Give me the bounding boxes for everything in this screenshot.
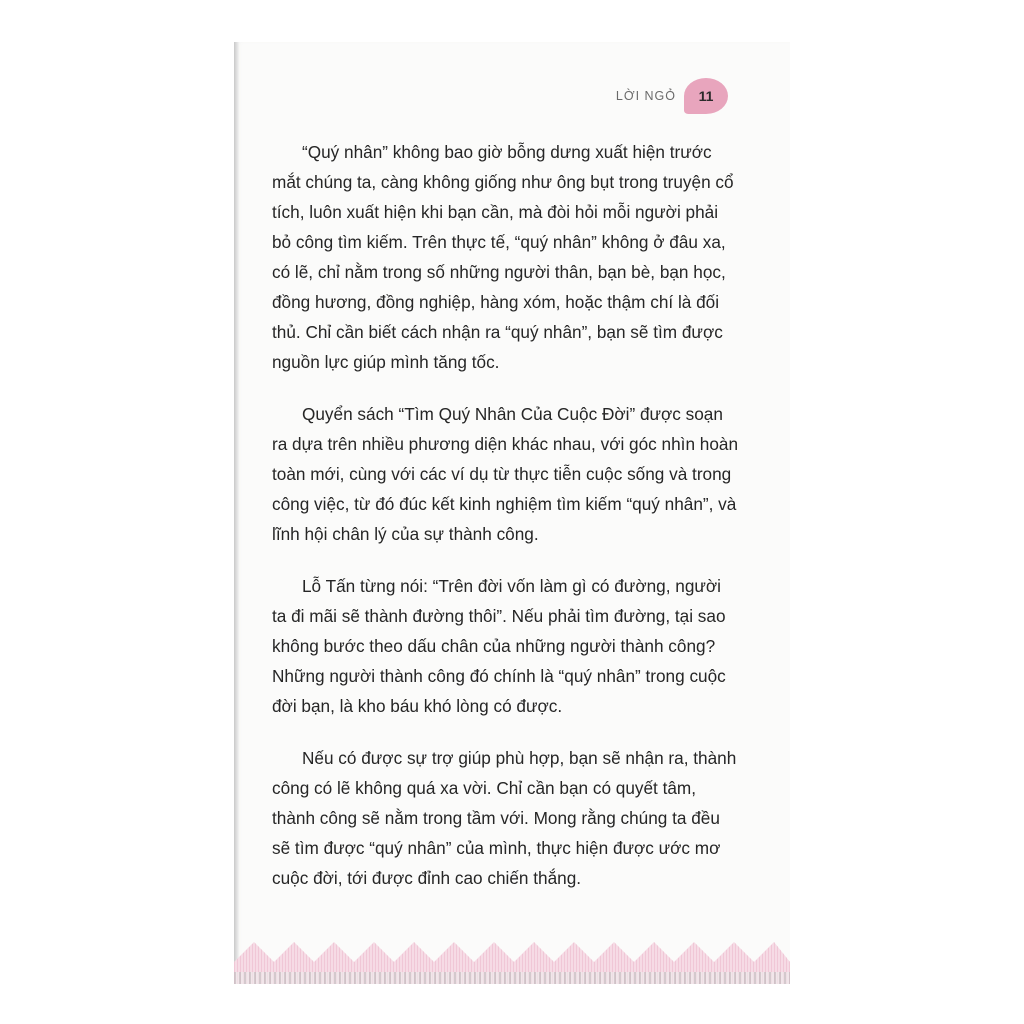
section-title: LỜI NGỎ [615, 89, 676, 103]
page-spine-shadow [234, 42, 239, 984]
body-text [272, 137, 740, 915]
paragraph-4: Nếu có được sự trợ giúp phù hợp, bạn sẽ nhận ra, thành công có lẽ không quá xa vời. Chỉ cần bạn có quyết tâm, thành công sẽ nằm trong tầm với. Mong rằng chúng ta đều sẽ tìm được “quý nhân” của mình, thực hiện được ước mơ cuộc đời, tới được đỉnh cao chiến thắng. [272, 748, 737, 888]
paragraph-2: Quyển sách “Tìm Quý Nhân Của Cuộc Đời” được soạn ra dựa trên nhiều phương diện khác nhau, với góc nhìn hoàn toàn mới, cùng với các ví dụ từ thực tiễn cuộc sống và trong công việc, từ đó đúc kết kinh nghiệm tìm kiếm “quý nhân”, và lĩnh hội chân lý của sự thành công. [272, 404, 739, 544]
book-page [234, 42, 790, 984]
paragraph-3: Lỗ Tấn từng nói: “Trên đời vốn làm gì có đường, người ta đi mãi sẽ thành đường thôi”. Nếu phải tìm đường, tại sao không bước theo dấu chân của những người thành công? Những người thành công đó chính là “quý nhân” trong cuộc đời bạn, là kho báu khó lòng có được. [272, 576, 726, 716]
paragraph-1: “Quý nhân” không bao giờ bỗng dưng xuất hiện trước mắt chúng ta, càng không giống như ông bụt trong truyện cổ tích, luôn xuất hiện khi bạn cần, mà đòi hỏi mỗi người phải bỏ công tìm kiếm. Trên thực tế, “quý nhân” không ở đâu xa, có lẽ, chỉ nằm trong số những người thân, bạn bè, bạn học, đồng hương, đồng nghiệp, hàng xóm, hoặc thậm chí là đối thủ. Chỉ cần biết cách nhận ra “quý nhân”, bạn sẽ tìm được nguồn lực giúp mình tăng tốc. [272, 142, 734, 372]
page-header [616, 78, 728, 114]
page-number-badge: 11 [684, 78, 728, 114]
page-edge-strip [234, 972, 790, 984]
